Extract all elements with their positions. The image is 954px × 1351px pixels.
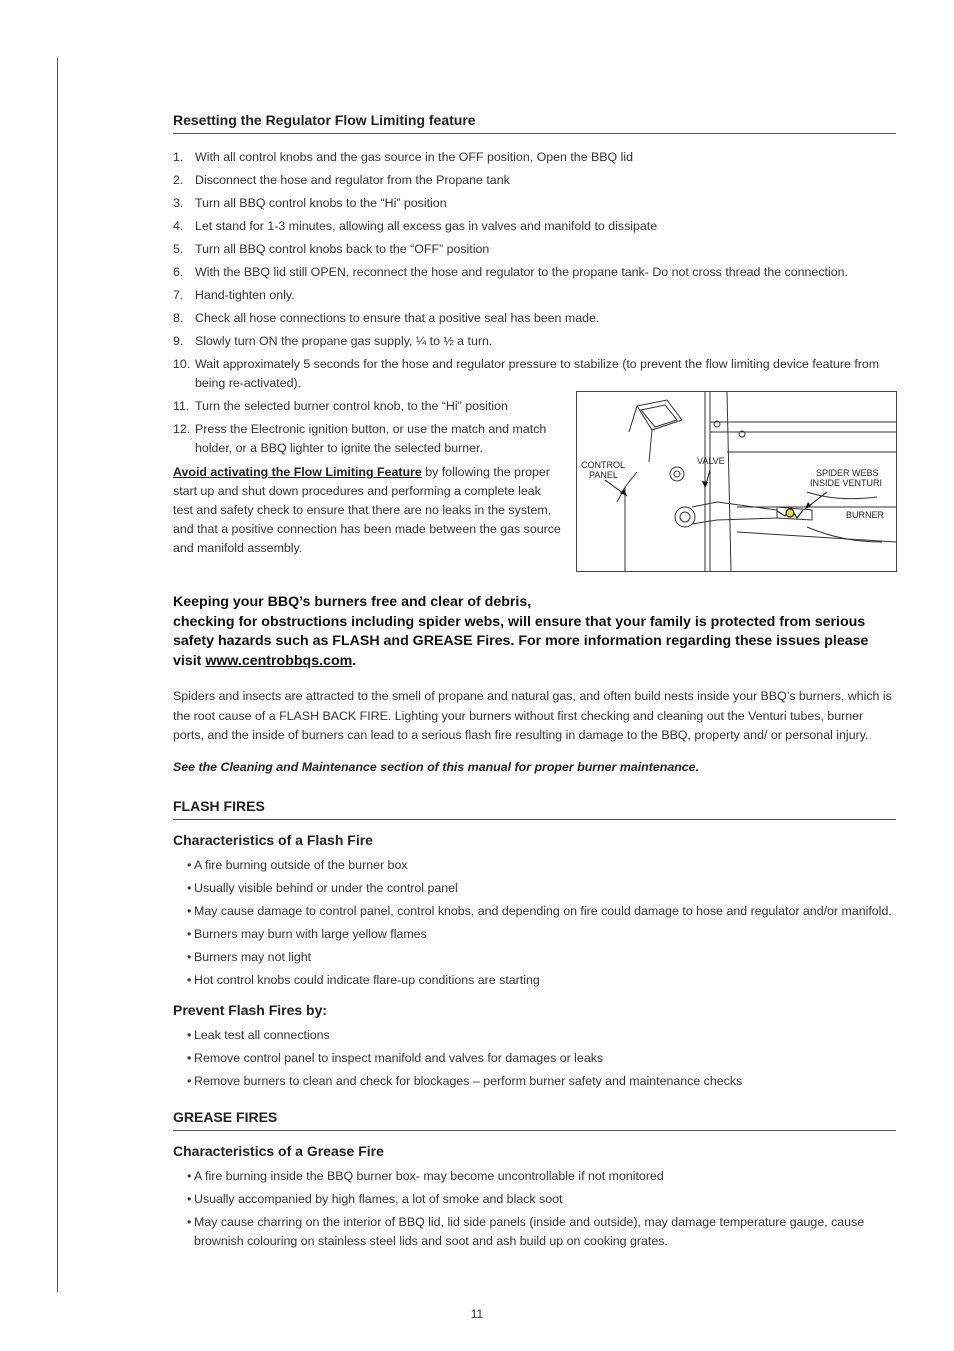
list-item xyxy=(187,856,896,875)
bullet-icon: • xyxy=(187,903,192,918)
bullet-text: Remove burners to clean and check for blockages – perform burner safety and maintenance checks xyxy=(194,1073,743,1088)
keep-end: . xyxy=(352,652,357,669)
keep-notice xyxy=(173,593,896,671)
bullet-text: Burners may not light xyxy=(194,949,312,964)
list-item xyxy=(187,1072,896,1091)
step-number: 9. xyxy=(173,334,184,348)
list-item xyxy=(187,948,896,967)
list-item xyxy=(187,1026,896,1045)
grease-char-list xyxy=(173,1167,896,1251)
list-item xyxy=(173,217,896,236)
bullet-text: Usually accompanied by high flames, a lot of smoke and black soot xyxy=(194,1191,563,1206)
flash-prevent-heading: Prevent Flash Fires by: xyxy=(173,1001,328,1018)
avoid-link[interactable]: Avoid activating the Flow Limiting Feature xyxy=(173,465,422,479)
spiders-paragraph: Spiders and insects are attracted to the smell of propane and natural gas, and often build nests inside your BBQ’s burners, which is the root cause of a FLASH BACK FIRE. Lighting your burners without first checking and cleaning out the Venturi tubes, burner ports, and the inside of burners can lead to a serious flash fire resulting in damage to the BBQ, property and/ or personal injury. xyxy=(173,689,892,742)
bullet-icon: • xyxy=(187,972,192,987)
bullet-text: A fire burning outside of the burner box xyxy=(194,857,408,872)
list-item xyxy=(173,263,896,282)
list-item xyxy=(187,1167,896,1186)
list-item xyxy=(187,1190,896,1209)
step-text: Turn all BBQ control knobs to the “Hi” position xyxy=(195,196,447,210)
bullet-icon: • xyxy=(187,926,192,941)
list-item xyxy=(173,171,896,190)
diagram-label-valve: VALVE xyxy=(697,456,725,466)
reset-heading: Resetting the Regulator Flow Limiting feature xyxy=(173,112,896,134)
flash-prevent-list xyxy=(173,1026,896,1091)
steps-with-diagram xyxy=(173,397,896,573)
step-number: 1. xyxy=(173,150,184,164)
list-item xyxy=(173,332,896,351)
list-item xyxy=(187,1213,896,1251)
bullet-icon: • xyxy=(187,1214,192,1229)
list-item xyxy=(187,971,896,990)
grease-fires-heading: GREASE FIRES xyxy=(173,1109,896,1131)
step-number: 11. xyxy=(173,399,190,413)
list-item xyxy=(173,148,896,167)
list-item xyxy=(187,902,896,921)
bullet-text: Burners may burn with large yellow flames xyxy=(194,926,427,941)
step-text: Let stand for 1-3 minutes, allowing all excess gas in valves and manifold to dissipate xyxy=(195,219,658,233)
grease-char-heading: Characteristics of a Grease Fire xyxy=(173,1142,384,1159)
bullet-icon: • xyxy=(187,1027,192,1042)
bullet-icon: • xyxy=(187,880,192,895)
bullet-text: May cause charring on the interior of BBQ lid, lid side panels (inside and outside), may damage temperature gauge, cause brownish colouring on stainless steel lids and soot and ash build up on cooking grates. xyxy=(194,1214,865,1248)
step-text: Wait approximately 5 seconds for the hose and regulator pressure to stabilize (to prevent the flow limiting device feature from being re-activated). xyxy=(195,357,880,390)
bullet-icon: • xyxy=(187,1073,192,1088)
list-item xyxy=(173,240,896,259)
step-number: 3. xyxy=(173,196,184,210)
bullet-text: A fire burning inside the BBQ burner box- may become uncontrollable if not monitored xyxy=(194,1168,664,1183)
step-number: 10. xyxy=(173,357,191,371)
keep-text: checking for obstructions including spider webs, will ensure that your family is protected from serious safety hazards such as FLASH and GREASE Fires. For more information regarding these issues please visit xyxy=(173,613,869,669)
step-text: With all control knobs and the gas source in the OFF position, Open the BBQ lid xyxy=(195,150,634,164)
bullet-text: May cause damage to control panel, control knobs, and depending on fire could damage to hose and regulator and/or manifold. xyxy=(194,903,892,918)
bullet-text: Usually visible behind or under the control panel xyxy=(194,880,458,895)
step-number: 8. xyxy=(173,311,184,325)
bullet-text: Leak test all connections xyxy=(194,1027,330,1042)
flash-fires-heading: FLASH FIRES xyxy=(173,798,896,820)
steps-continued xyxy=(173,397,563,558)
website-link[interactable]: www.centrobbqs.com xyxy=(205,652,353,669)
step-number: 5. xyxy=(173,242,184,256)
bullet-text: Hot control knobs could indicate flare-up conditions are starting xyxy=(194,972,540,987)
list-item xyxy=(173,194,896,213)
page-number: 11 xyxy=(470,1307,484,1321)
step-text: With the BBQ lid still OPEN, reconnect the hose and regulator to the propane tank- Do not cross thread the connection. xyxy=(195,265,848,279)
step-number: 7. xyxy=(173,288,184,302)
step-number: 2. xyxy=(173,173,184,187)
reset-steps xyxy=(173,148,896,393)
flash-char-heading: Characteristics of a Flash Fire xyxy=(173,831,373,848)
step-text: Disconnect the hose and regulator from the Propane tank xyxy=(195,173,510,187)
list-item xyxy=(187,1049,896,1068)
list-item xyxy=(173,420,563,458)
diagram-label-control: CONTROL xyxy=(581,460,626,470)
step-text: Press the Electronic ignition button, or use the match and match holder, or a BBQ lighter to ignite the selected burner. xyxy=(195,422,547,455)
bullet-icon: • xyxy=(187,1168,192,1183)
diagram-label-burner: BURNER xyxy=(846,510,885,520)
diagram-label-panel: PANEL xyxy=(589,470,618,480)
avoid-text: by following the proper start up and shut down procedures and performing a complete leak test and safety check to ensure that there are no leaks in the system, and that a positive connection has been made between the gas source and manifold assembly. xyxy=(173,465,561,555)
step-text: Turn the selected burner control knob, to the “Hi” position xyxy=(195,399,508,413)
flash-char-list xyxy=(173,856,896,990)
keep-line-2 xyxy=(173,613,896,672)
list-item xyxy=(173,286,896,305)
step-text: Check all hose connections to ensure that a positive seal has been made. xyxy=(195,311,600,325)
list-item xyxy=(187,925,896,944)
list-item xyxy=(173,397,563,416)
list-item xyxy=(173,309,896,328)
margin-rule xyxy=(57,58,58,1292)
keep-line-1: Keeping your BBQ’s burners free and clear of debris, xyxy=(173,594,532,610)
step-text: Turn all BBQ control knobs back to the “OFF” position xyxy=(195,242,490,256)
bullet-icon: • xyxy=(187,1050,192,1065)
bullet-icon: • xyxy=(187,949,192,964)
step-number: 6. xyxy=(173,265,184,279)
bullet-icon: • xyxy=(187,1191,192,1206)
bbq-illustration xyxy=(577,392,896,571)
diagram-label-spider: SPIDER WEBS xyxy=(816,468,879,478)
bbq-diagram xyxy=(576,391,897,572)
step-text: Slowly turn ON the propane gas supply, ¼ to ½ a turn. xyxy=(195,334,493,348)
maintenance-note: See the Cleaning and Maintenance section of this manual for proper burner maintenance. xyxy=(173,759,700,774)
bullet-icon: • xyxy=(187,857,192,872)
diagram-label-venturi: INSIDE VENTURI xyxy=(810,478,883,488)
list-item xyxy=(173,355,896,393)
page-content xyxy=(173,112,896,1255)
step-number: 4. xyxy=(173,219,184,233)
bullet-text: Remove control panel to inspect manifold and valves for damages or leaks xyxy=(194,1050,604,1065)
avoid-paragraph xyxy=(173,463,563,558)
step-number: 12. xyxy=(173,422,191,436)
list-item xyxy=(187,879,896,898)
step-text: Hand-tighten only. xyxy=(195,288,295,302)
